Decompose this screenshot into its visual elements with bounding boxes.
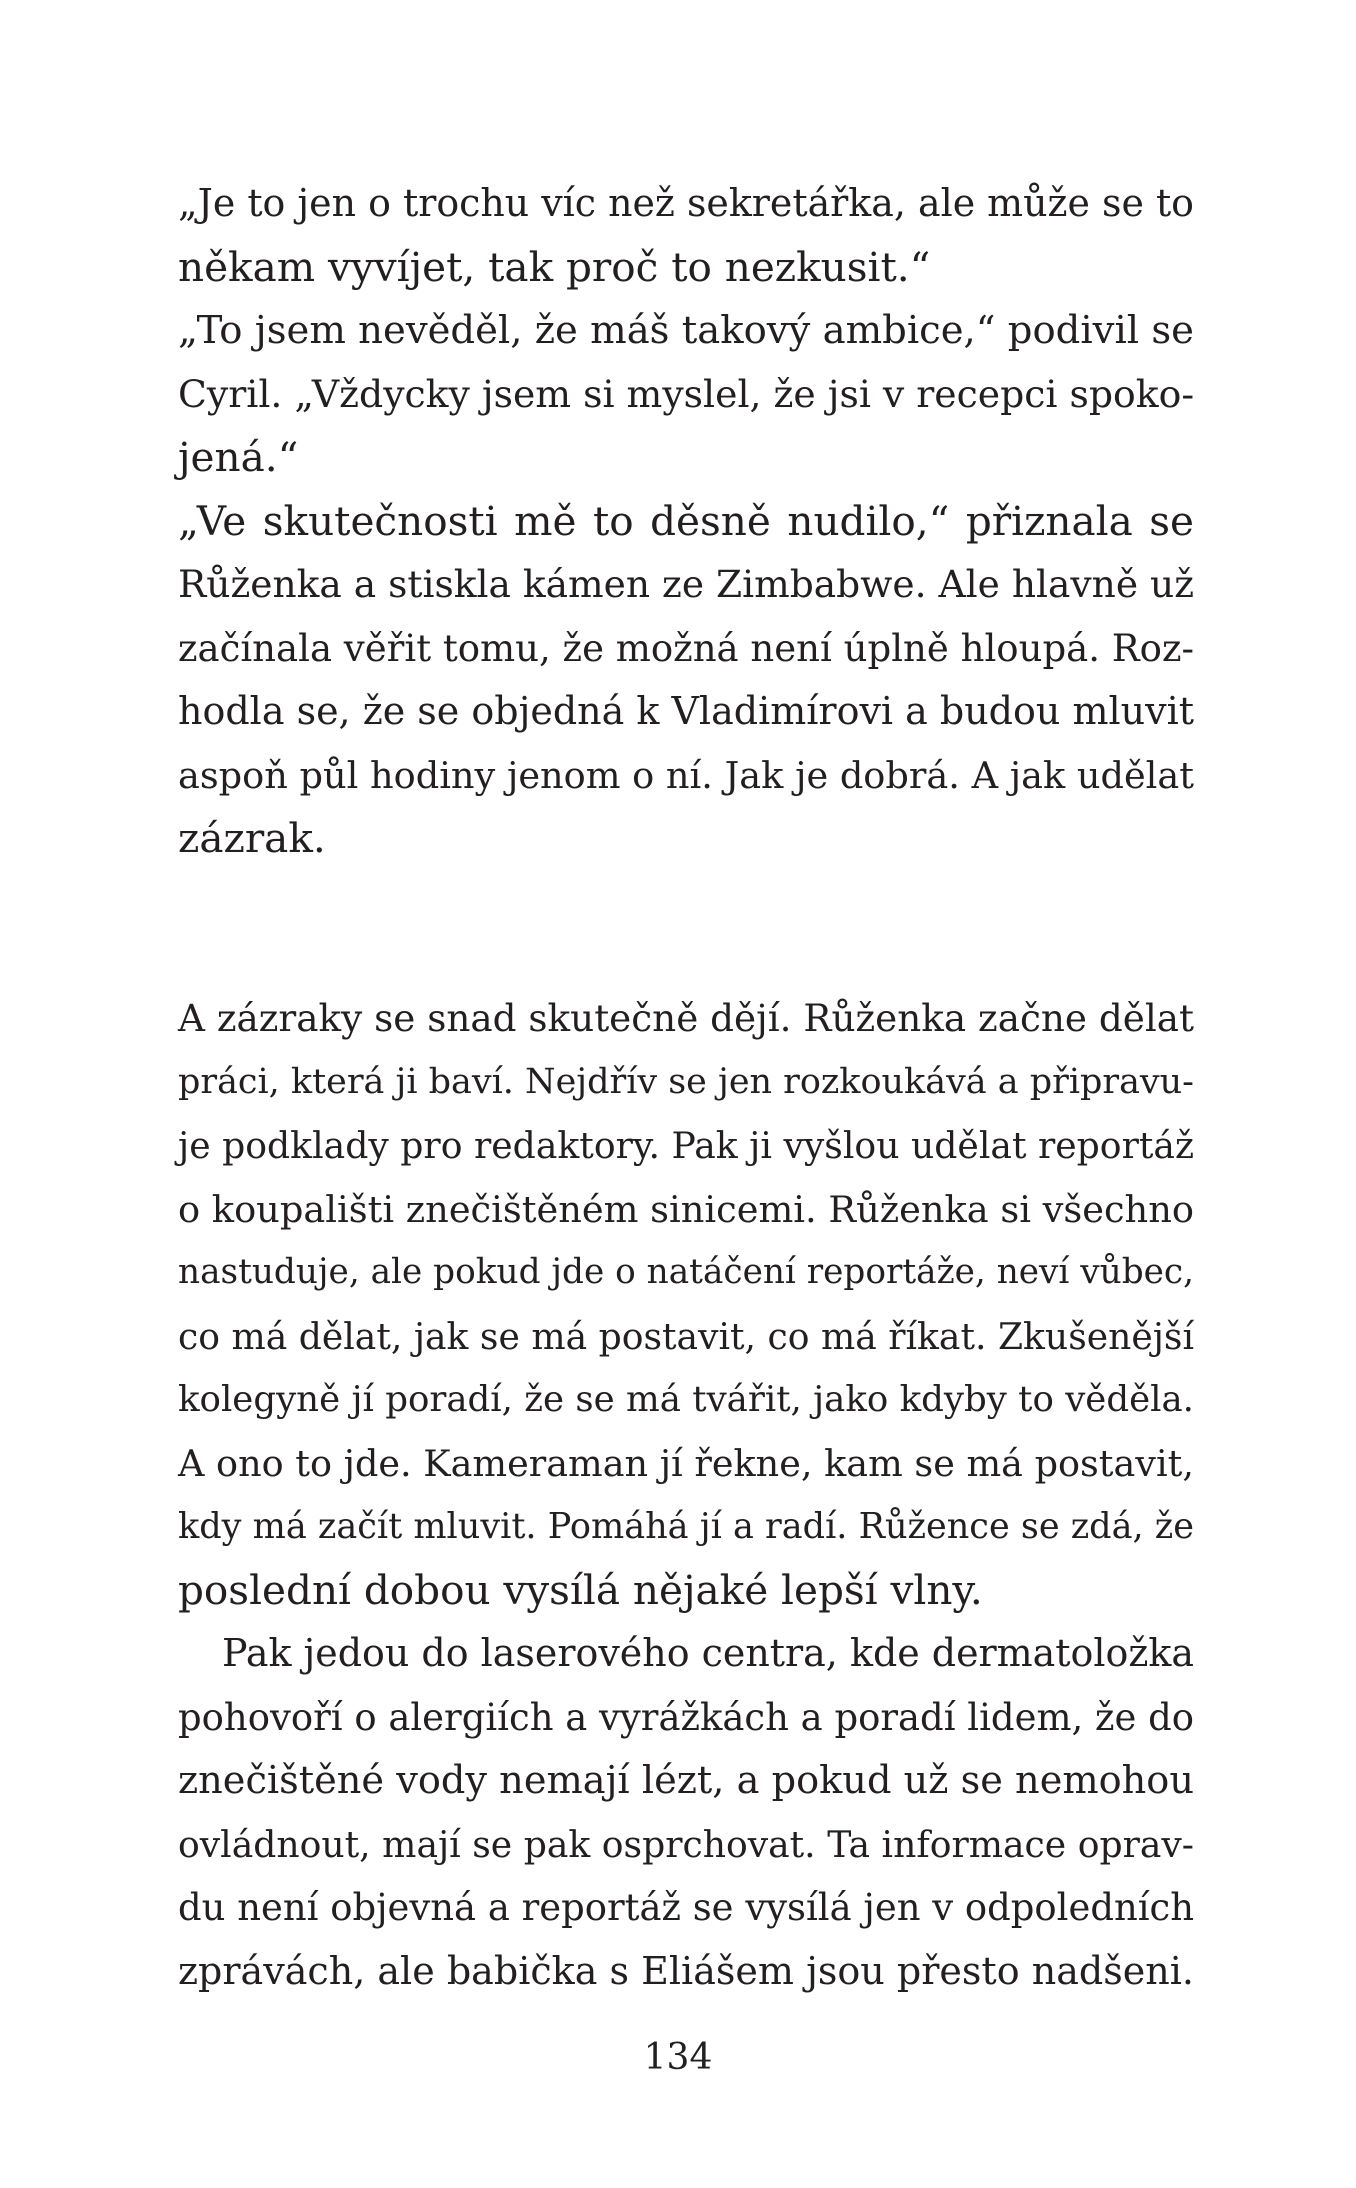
text-line: du není objevná a reportáž se vysílá jen v odpoledních (178, 1886, 1194, 1929)
text-line: poslední dobou vysílá nějaké lepší vlny. (178, 1565, 983, 1614)
text-line: hodla se, že se objedná k Vladimírovi a budou mluvit (178, 689, 1194, 733)
text-line: zázrak. (178, 814, 326, 862)
text-line: zprávách, ale babička s Eliášem jsou přesto nadšeni. (178, 1948, 1194, 1993)
text-line: o koupališti znečištěném sinicemi. Růženka si všechno (178, 1187, 1194, 1231)
text-line: „To jsem nevěděl, že máš takový ambice,“ podivil se (178, 308, 1194, 353)
text-line: A ono to jde. Kameraman jí řekne, kam se má postavit, (178, 1441, 1194, 1485)
text-line: práci, která ji baví. Nejdřív se jen rozkoukává a připravu- (178, 1061, 1194, 1102)
text-line: někam vyvíjet, tak proč to nezkusit.“ (178, 242, 931, 291)
text-line: jená.“ (178, 433, 299, 481)
text-line: nastuduje, ale pokud jde o natáčení reportáže, neví vůbec, (178, 1252, 1194, 1292)
text-line: A zázraky se snad skutečně dějí. Růženka začne dělat (178, 996, 1194, 1040)
text-line: Pak jedou do laserového centra, kde dermatoložka (222, 1631, 1194, 1675)
text-line: co má dělat, jak se má postavit, co má říkat. Zkušenější (178, 1314, 1194, 1358)
page-number: 134 (643, 2037, 713, 2078)
text-line: začínala věřit tomu, že možná není úplně hloupá. Roz- (178, 626, 1194, 670)
text-line: aspoň půl hodiny jenom o ní. Jak je dobrá. A jak udělat (178, 753, 1194, 797)
text-line: Cyril. „Vždycky jsem si myslel, že jsi v recepci spoko- (178, 371, 1195, 416)
text-line: Růženka a stiskla kámen ze Zimbabwe. Ale hlavně už (178, 562, 1194, 606)
text-line: ovládnout, mají se pak osprchovat. Ta informace oprav- (178, 1822, 1194, 1866)
text-line: znečištěné vody nemají lézt, a pokud už se nemohou (178, 1758, 1194, 1803)
text-line: kolegyně jí poradí, že se má tvářit, jako kdyby to věděla. (178, 1379, 1194, 1420)
text-line: je podklady pro redaktory. Pak ji vyšlou udělat reportáž (178, 1124, 1194, 1167)
text-line: kdy má začít mluvit. Pomáhá jí a radí. Růžence se zdá, že (178, 1506, 1194, 1547)
text-block-bottom (178, 987, 1194, 2003)
text-line: pohovoří o alergiích a vyrážkách a poradí lidem, že do (178, 1695, 1194, 1739)
text-line: „Ve skutečnosti mě to děsně nudilo,“ přiznala se (178, 496, 1194, 545)
text-line: „Je to jen o trochu víc než sekretářka, ale může se to (178, 181, 1194, 225)
text-block-top (178, 172, 1194, 871)
